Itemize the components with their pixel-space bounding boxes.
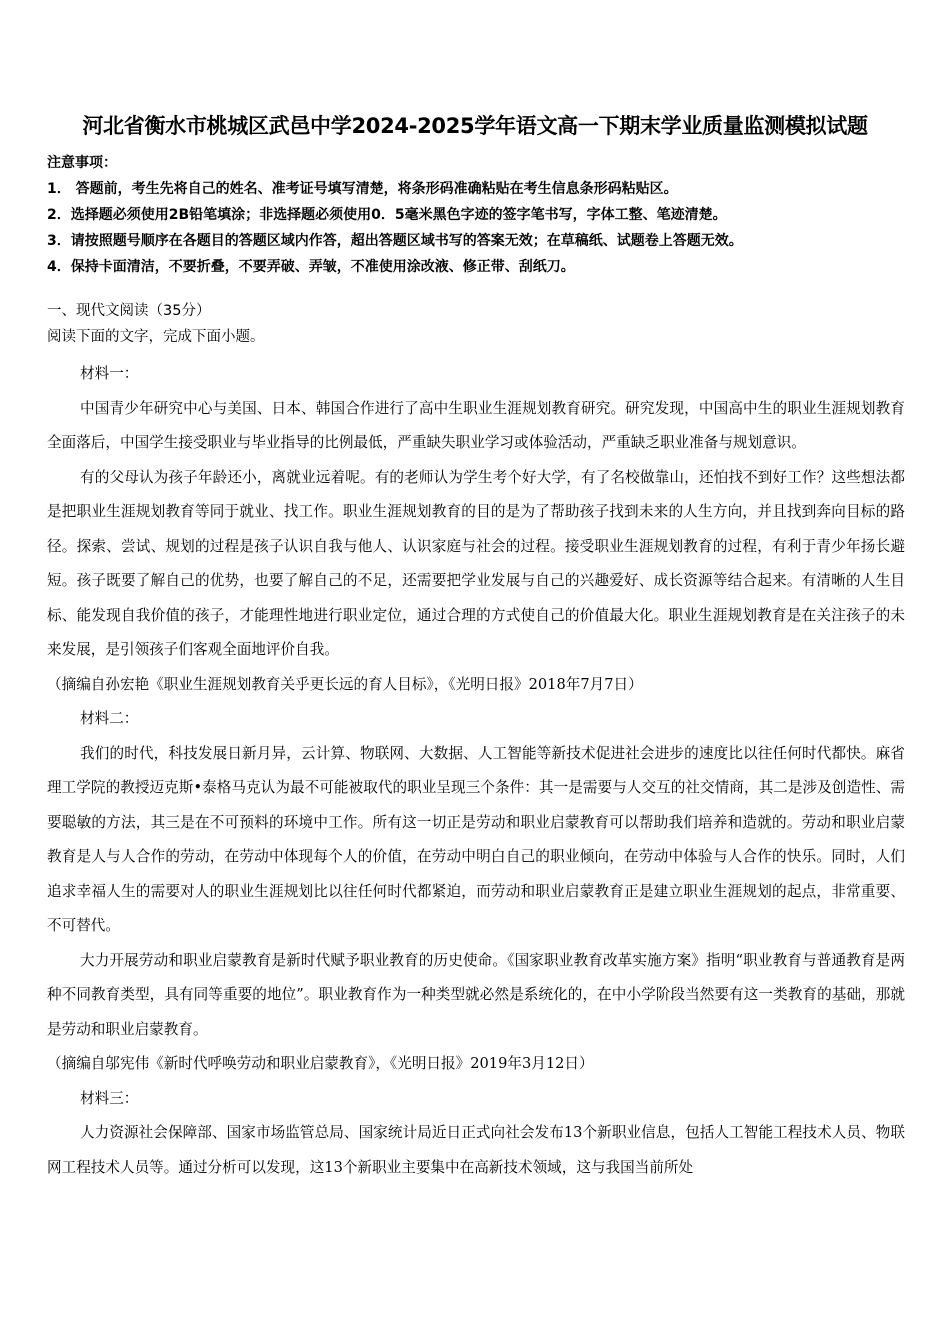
notice-item: 3．请按照题号顺序在各题目的答题区域内作答，超出答题区域书写的答案无效；在草稿纸、试题卷上答题无效。	[47, 233, 743, 249]
citation: （摘编自孙宏艳《职业生涯规划教育关乎更长远的育人目标》，《光明日报》2018年7月7日）	[47, 675, 643, 693]
notice-item: 2．选择题必须使用2B铅笔填涂；非选择题必须使用0．5毫米黑色字迹的签字笔书写，字体工整、笔迹清楚。	[47, 207, 727, 223]
notice-block	[47, 150, 917, 280]
notice-item: 4．保持卡面清洁，不要折叠，不要弄破、弄皱，不准使用涂改液、修正带、刮纸刀。	[47, 259, 575, 275]
section-heading: 一、现代文阅读（35分）	[47, 303, 211, 319]
paragraph: 人力资源社会保障部、国家市场监管总局、国家统计局近日正式向社会发布13个新职业信息，包括人工智能工程技术人员、物联网工程技术人员等。通过分析可以发现，这13个新职业主要集中在高新技术领域，这与我国当前所处	[47, 1124, 905, 1176]
material-label: 材料一：	[80, 365, 139, 382]
notice-heading: 注意事项：	[47, 155, 117, 171]
citation: （摘编自邬宪伟《新时代呼唤劳动和职业启蒙教育》，《光明日报》2019年3月12日）	[47, 1055, 594, 1072]
material-label: 材料二：	[80, 710, 139, 727]
material-label: 材料三：	[80, 1089, 139, 1107]
notice-item: 1． 答题前，考生先将自己的姓名、准考证号填写清楚，将条形码准确粘贴在考生信息条形码粘贴区。	[47, 181, 678, 197]
page-title: 河北省衡水市桃城区武邑中学2024-2025学年语文高一下期末学业质量监测模拟试题	[82, 114, 868, 138]
paragraph: 中国青少年研究中心与美国、日本、韩国合作进行了高中生职业生涯规划教育研究。研究发现，中国高中生的职业生涯规划教育全面落后，中国学生接受职业与毕业指导的比例最低，严重缺失职业学习或体验活动，严重缺乏职业准备与规划意识。	[47, 399, 905, 451]
paragraph: 大力开展劳动和职业启蒙教育是新时代赋予职业教育的历史使命。《国家职业教育改革实施方案》指明“职业教育与普通教育是两种不同教育类型，具有同等重要的地位”。职业教育作为一种类型就必然是系统化的，在中小学阶段当然要有这一类教育的基础，那就是劳动和职业启蒙教育。	[47, 951, 905, 1038]
paragraph: 我们的时代，科技发展日新月异，云计算、物联网、大数据、人工智能等新技术促进社会进步的速度比以往任何时代都快。麻省理工学院的教授迈克斯•泰格马克认为最不可能被取代的职业呈现三个条件：其一是需要与人交互的社交情商，其二是涉及创造性、需要聪敏的方法，其三是在不可预料的环境中工作。所有这一切正是劳动和职业启蒙教育可以帮助我们培养和造就的。劳动和职业启蒙教育是人与人合作的劳动，在劳动中体现每个人的价值，在劳动中明白自己的职业倾向，在劳动中体验与人合作的快乐。同时，人们追求幸福人生的需要对人的职业生涯规划比以往任何时代都紧迫，而劳动和职业启蒙教育正是建立职业生涯规划的起点，非常重要、不可替代。	[47, 744, 905, 934]
paragraph: 有的父母认为孩子年龄还小，离就业远着呢。有的老师认为学生考个好大学，有了名校做靠山，还怕找不到好工作？这些想法都是把职业生涯规划教育等同于就业、找工作。职业生涯规划教育的目的是为了帮助孩子找到未来的人生方向，并且找到奔向目标的路径。探索、尝试、规划的过程是孩子认识自我与他人、认识家庭与社会的过程。接受职业生涯规划教育的过程，有利于青少年扬长避短。孩子既要了解自己的优势，也要了解自己的不足，还需要把学业发展与自己的兴趣爱好、成长资源等结合起来。有清晰的人生目标、能发现自我价值的孩子，才能理性地进行职业定位，通过合理的方式使自己的价值最大化。职业生涯规划教育是在关注孩子的未来发展，是引领孩子们客观全面地评价自我。	[47, 468, 905, 658]
reading-passage	[47, 357, 905, 1185]
section-intro: 阅读下面的文字，完成下面小题。	[47, 329, 265, 345]
